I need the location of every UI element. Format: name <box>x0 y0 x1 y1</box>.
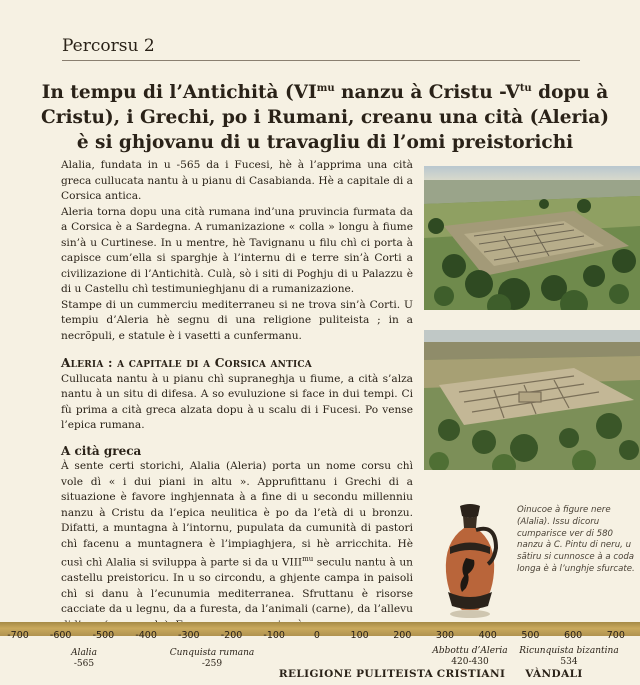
event-abbottu-aleria: Abbottu d’Aleria 420-430 <box>432 646 508 667</box>
event-alalia: Alalia -565 <box>71 648 97 669</box>
timeline-tick: -500 <box>92 630 115 641</box>
section-paragraph: Cullucata nantu à u pianu chì supraneghja u fiume, a cità s’alza nantu à un situ di difesa. A so evuluzione si face in dui tempi. Ci fù prima a cità greca alzata dopu à u scalu di i Fucesi. Po vense l’epica rumana. <box>61 372 413 431</box>
subsection-heading: A cità greca <box>61 443 142 458</box>
timeline-tick: -200 <box>220 630 243 641</box>
section-heading: Aleria : a capitale di a Corsica antica <box>61 356 312 370</box>
era-religione-puliteista: RELIGIONE PULITEISTA <box>278 668 434 680</box>
era-vandali: VÀNDALI <box>525 668 583 680</box>
timeline-tick: -300 <box>178 630 200 641</box>
timeline-tick: -600 <box>49 630 72 641</box>
timeline-tick: -100 <box>263 630 285 641</box>
timeline-tick: 700 <box>606 630 625 641</box>
intro-paragraph: Aleria torna dopu una cità rumana ind’una pruvincia furmata da a Corsica è a Sardegna. A rumanizazione « colla » longu à fiume sin’à u Curtinese. In u mentre, hè Tavignanu u filu chì ci porta à capisce cum’ella si sparghje à l’internu di e terre sin’à Corti a civilizazione di l’Antichità. Culà, sò i siti di Poghju di u Palazzu è di u Castellu chì testimunieghjanu di a rumanizazione. <box>61 205 413 295</box>
timeline-tick: 500 <box>521 630 540 641</box>
aerial-photo-site <box>424 330 640 470</box>
event-cunquista-rumana: Cunquista rumana -259 <box>169 648 255 669</box>
intro-paragraph: Alalia, fundata in u -565 da i Fucesi, hè à l’apprima una cità greca cullucata nantu à u pianu di Casabianda. Hè a capitale di a Corsica antica. <box>61 159 413 202</box>
timeline-tick: 100 <box>350 630 369 641</box>
timeline-tick: 400 <box>478 630 497 641</box>
timeline-tick: 300 <box>435 630 455 641</box>
page-header <box>62 36 580 61</box>
timeline-tick: -400 <box>135 630 157 641</box>
timeline <box>0 622 640 685</box>
era-cristiani: CRISTIANI <box>436 668 506 680</box>
section-paragraph: À sente certi storichi, Alalia (Aleria) porta un nome corsu chì vole dì « i dui piani in altu ». Apprufittanu i Grechi di a situazione è favore inghjennata à a fine di u secondu millenniu nanzu à Cristu da l’epica neulitica è po da l’età di u bronzu. Difatti, a muntagna à l’intornu, pupulata da cumunità di pastori chì facenu a muntagnera è l’impiaghjera, si hè arricchita. Hè cusì chì Alalia si sviluppa à parte si da u $VIII^{mu}$ seculu nantu à un castellu preistoricu. In u so circondu, a ghjente campa in paisoli chì si danu à l’ecunumia mediterranea. Sfruttanu è risorse cacciate da u legnu, da a furesta, da l’animali (carne), da l’allevu <box>61 460 413 616</box>
vase-caption: Oinucoe à figure nere (Alalia). Issu dicoru cumparisce ver di 580 nanzu à C. Pintu di neru, u sãtiru si cunnosce à a coda longa è à l’unghje sfurcate. <box>517 505 635 574</box>
timeline-tick: -700 <box>7 630 29 641</box>
timeline-tick: 600 <box>564 630 583 641</box>
route-label: Percorsu 2 <box>62 36 155 56</box>
page-title: In tempu di l’Antichità ($VI^{mu}$ nanzu à Cristu $-V^{tu}$ dopu à Cristu), i Grechi, po i Rumani, creanu una cità (Aleria) è si ghjovanu di u travagliu di l’omi preistorichi <box>40 82 609 154</box>
oinochoe-vase-image <box>430 502 510 620</box>
timeline-tick: 200 <box>393 630 412 641</box>
main-text <box>61 158 413 633</box>
intro-paragraph: Stampe di un cummerciu mediterraneu si ne trova sin’à Corti. U tempiu d’Aleria hè segnu di una religione puliteista ; in a necrõpuli, e statule è i vasetti a cunfermanu. <box>61 298 413 342</box>
aerial-photo-ruins <box>424 166 640 310</box>
timeline-tick: 0 <box>313 630 320 641</box>
event-ricunquista-bizantina: Ricunquista bizantina 534 <box>519 646 619 667</box>
